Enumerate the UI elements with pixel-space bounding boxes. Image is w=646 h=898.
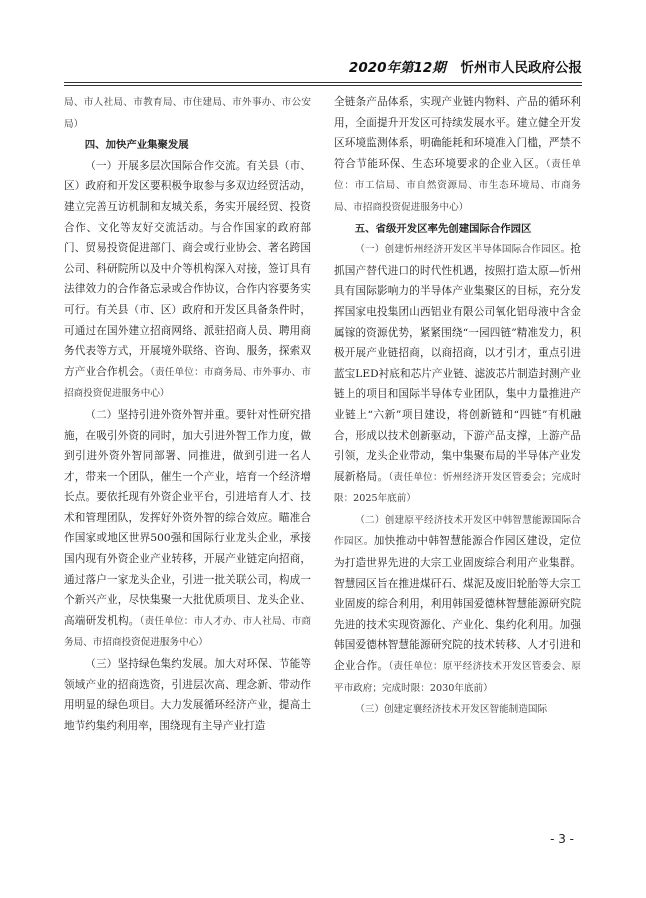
responsible-units: （责任单位：市商务局、市外事办、市招商投资促进服务中心）	[64, 366, 312, 400]
paragraph: （一）开展多层次国际合作交流。有关县（市、区）政府和开发区要积极争取参与多双边经贸活动，建立完善互访机制和友城关系，务实开展经贸、投资合作、文化等友好交流活动。与合作国家的政府部门、贸易投资促进部门、商会或行业协会、著名跨国公司、科研院所以及中介等机构深入对接，签订具有法律效力的合作备忘录或合作协议，合作内容要务实可行。有关县（市、区）政府和开发区具备条件时，可通过在国外建立招商网络、派驻招商人员、聘用商务代表等方式，开展境外联络、咨询、服务，探索双方产业合作机会。（责任单位：市商务局、市外事办、市招商投资促进服务中心）	[64, 159, 312, 400]
continuation-text: 全链条产品体系，实现产业链内物料、产品的循环利用，全面提升开发区可持续发展水平。建立健全开发区环境监测体系，明确能耗和环境准入门槛，严禁不符合节能环保、生态环境要求的企业入区。（责任单位：市工信局、市自然资源局、市生态环境局、市商务局、市招商投资促进服务中心）	[334, 96, 581, 213]
paragraph: （二）创建原平经济技术开发区中韩智慧能源国际合作园区。加快推动中韩智慧能源合作园区建设，定位为打造世界先进的大宗工业固废综合利用产业集群。智慧园区旨在推进煤矸石、煤泥及废旧轮胎等大宗工业固废的综合利用，利用韩国爱德林智慧能源研究院先进的技术实现资源化、产业化、集约化利用。加强韩国爱德林智慧能源研究院的技术转移、人才引进和企业合作。（责任单位：原平经济技术开发区管委会、原平市政府；完成时限：2030年底前）	[334, 514, 582, 694]
section-heading: 五、省级开发区率先创建国际合作园区	[354, 222, 532, 235]
responsible-units: （责任单位：市人才办、市人社局、市商务局、市招商投资促进服务中心）	[64, 615, 312, 649]
item-title: （二）创建原平经济技术开发区中韩智慧能源国际合作园区。	[334, 514, 581, 548]
responsible-units: （责任单位：市工信局、市自然资源局、市生态环境局、市商务局、市招商投资促进服务中心）	[334, 158, 581, 213]
header-rule-thick	[64, 82, 582, 83]
continuation-text: 局、市人社局、市教育局、市住建局、市外事办、市公安局）	[64, 97, 311, 130]
item-title: （一）创建忻州经济开发区半导体国际合作园区。	[355, 244, 571, 256]
paragraph	[334, 699, 581, 721]
paragraph: （三）坚持绿色集约发展。加大对环保、节能等领域产业的招商选资，引进层次高、理念新、带动作用明显的绿色项目。大力发展循环经济产业，提高土地节约集约利用率，围绕现有主导产业打造	[64, 658, 311, 732]
paragraph: （一）创建忻州经济开发区半导体国际合作园区。抢抓国产替代进口的时代性机遇，按照打造太原—忻州具有国际影响力的半导体产业集聚区的目标，充分发挥国家电投集团山西铝业有限公司氧化铝母液中含金属镓的资源优势，紧紧围绕“一园四链”精准发力，积极开展产业链招商，以商招商，以才引才，重点引进蓝宝LED衬底和芯片产业链、滤波芯片制造封测产业链上的项目和国际半导体专业团队，集中力量推进产业链上“六新”项目建设，将创新链和“四链”有机融合，形成以技术创新驱动，下游产品支撑，上游产品引领，龙头企业带动，集中集聚布局的半导体产业发展新格局。（责任单位：忻州经济开发区管委会；完成时限：2025年底前）	[334, 243, 582, 505]
page-number: - 3 -	[550, 832, 574, 846]
header-rule-thin	[64, 85, 582, 86]
publication-title: 忻州市人民政府公报	[460, 60, 582, 76]
issue-number: 2020年第12期	[348, 60, 446, 76]
section-heading: 四、加快产业集聚发展	[84, 139, 189, 152]
responsible-units: （责任单位：忻州经济开发区管委会；完成时限：2025年底前）	[334, 471, 582, 505]
left-column	[64, 92, 311, 736]
item-title: （三）创建定襄经济技术开发区智能制造国际	[355, 704, 548, 716]
paragraph: （二）坚持引进外资外智并重。要针对性研究措施，在吸引外资的同时，加大引进外智工作力度，做到引进外资外智同部署、同推进，做到引进一名人才，带来一个团队，催生一个产业，培育一个经济增长点。要依托现有外资企业平台，引进培育人才、技术和管理团队，发挥好外资外智的综合效应。瞄准合作国家或地区世界500强和国际行业龙头企业，承接国内现有外资企业产业转移，开展产业链定向招商，通过落户一家龙头企业，引进一批关联公司，构成一个新兴产业，尽快集聚一大批优质项目、龙头企业、高端研发机构。（责任单位：市人才办、市人社局、市商务局、市招商投资促进服务中心）	[64, 408, 312, 649]
right-column	[334, 92, 581, 721]
responsible-units: （责任单位：原平经济技术开发区管委会、原平市政府；完成时限：2030年底前）	[334, 661, 582, 694]
page-header	[64, 56, 582, 78]
